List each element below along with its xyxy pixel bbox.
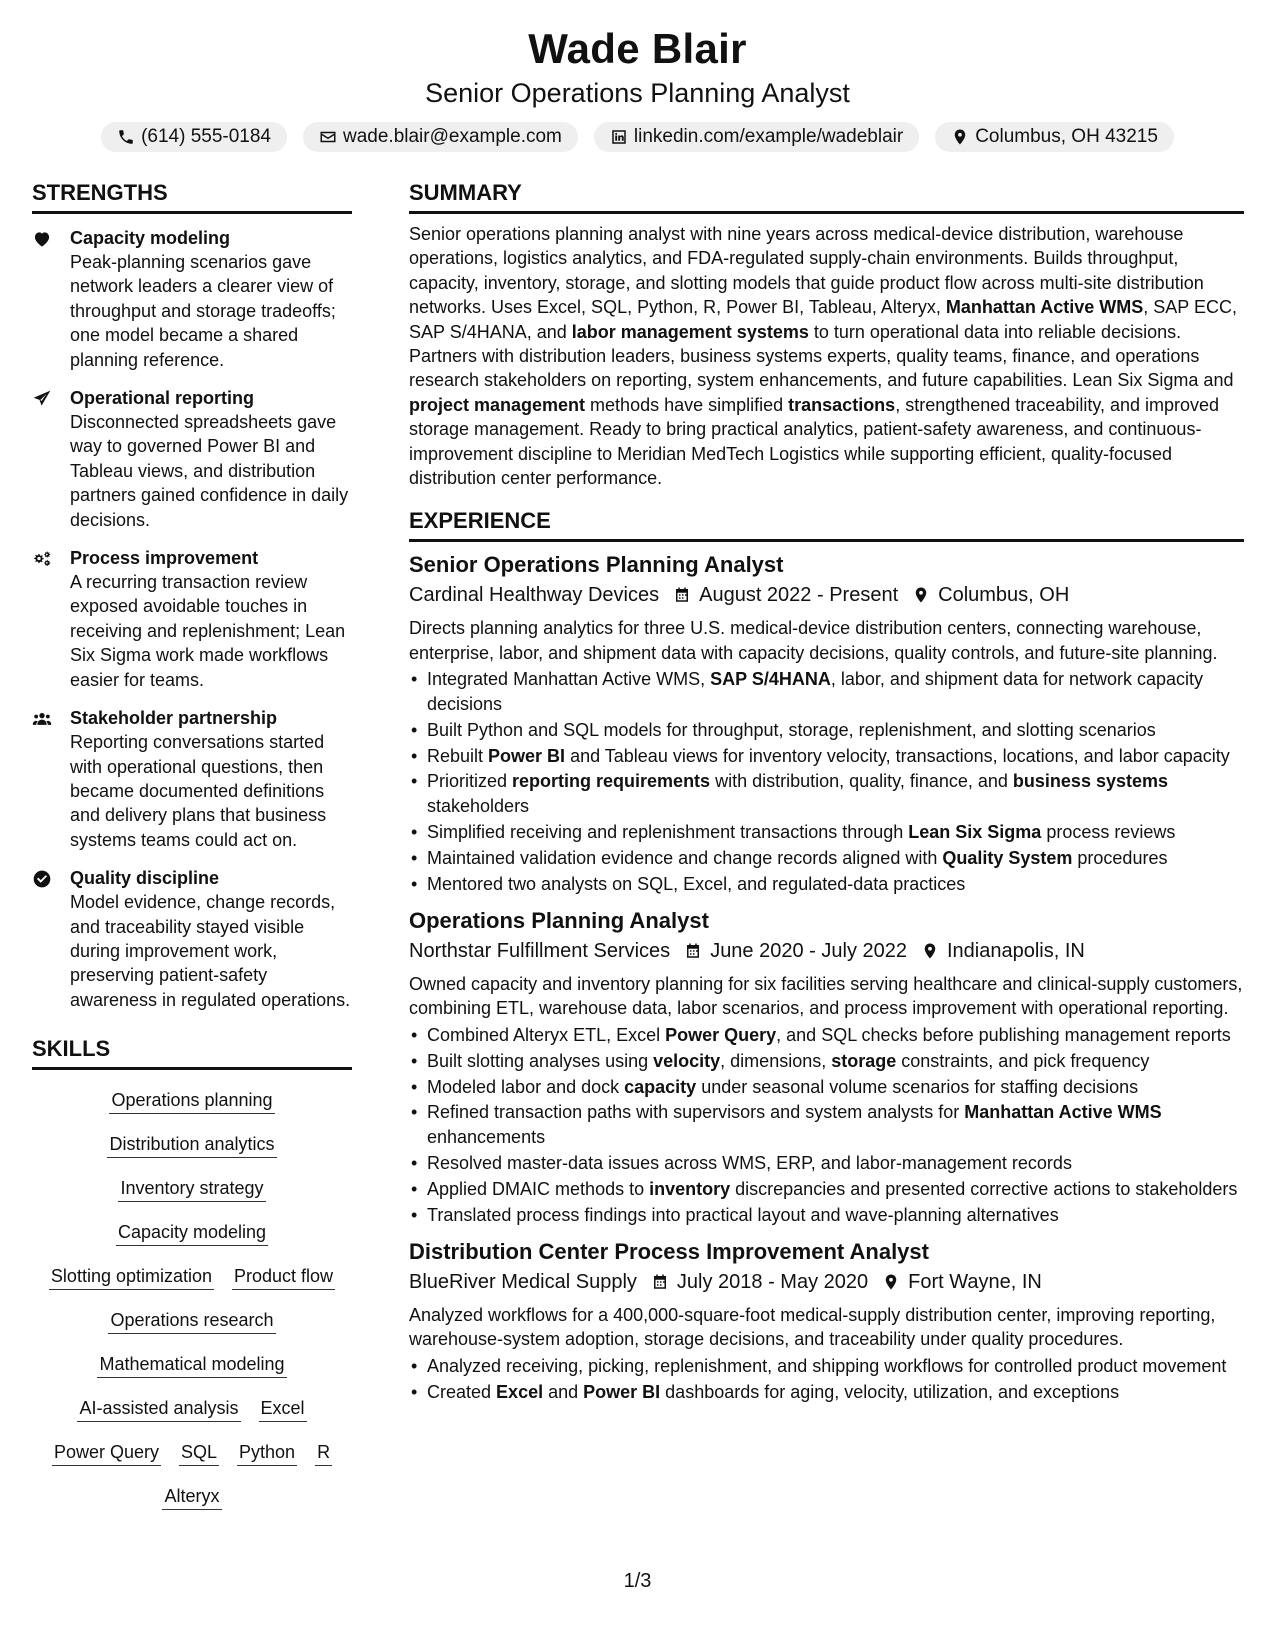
strength-description: Model evidence, change records, and traceability stayed visible during improvement work, preserving patient-safety awareness in regulated operations. xyxy=(70,892,351,1010)
strength-description: Peak-planning scenarios gave network leaders a clearer view of throughput and storage tradeoffs; one model became a shared planning reference. xyxy=(70,252,336,370)
gears-icon xyxy=(32,549,52,569)
skill-tag: Operations planning xyxy=(109,1087,274,1114)
job-bullets xyxy=(409,1354,1244,1404)
job-location: Columbus, OH xyxy=(938,584,1070,607)
emphasis-text: SAP S/4HANA xyxy=(710,669,831,690)
strength-item xyxy=(32,386,352,532)
job-bullet xyxy=(427,1380,1244,1404)
text-run: , strengthened traceability, and improved storage management. Ready to bring practical analytics, patient-safety awareness, and continuous-improvement discipline to Meridian MedTech Logistics while supporting efficient, quality-focused distribution center performance. xyxy=(409,394,1220,489)
job-bullet xyxy=(427,769,1244,818)
job-bullet xyxy=(427,846,1244,870)
strength-description: A recurring transaction review exposed avoidable touches in receiving and replenishment; Lean Six Sigma work made workflows easier for teams. xyxy=(70,572,346,690)
text-run: Applied DMAIC methods to xyxy=(427,1178,650,1199)
job-bullet xyxy=(427,1203,1244,1227)
job-bullet xyxy=(427,1177,1244,1201)
skill-tag: Capacity modeling xyxy=(116,1219,268,1246)
emphasis-text: Power BI xyxy=(583,1381,661,1402)
skill-tag: Operations research xyxy=(108,1307,275,1334)
contact-linkedin[interactable] xyxy=(594,122,919,152)
emphasis-text: Manhattan Active WMS xyxy=(945,297,1144,318)
map-pin-icon xyxy=(882,1273,900,1291)
skill-tag: AI-assisted analysis xyxy=(77,1395,240,1422)
job-bullets xyxy=(409,1023,1244,1227)
text-run: methods have simplified xyxy=(585,394,789,415)
skill-tag: Mathematical modeling xyxy=(97,1351,286,1378)
contact-email[interactable] xyxy=(303,122,578,152)
job-company: Northstar Fulfillment Services xyxy=(409,939,671,962)
emphasis-text: Lean Six Sigma xyxy=(908,821,1042,842)
contact-phone[interactable] xyxy=(101,122,287,152)
job-description: Directs planning analytics for three U.S. medical-device distribution centers, connecting warehouse, enterprise, labor, and shipment data with capacity decisions, quality controls, and future-site planning. xyxy=(409,618,1218,663)
text-run: Analyzed receiving, picking, replenishment, and shipping workflows for controlled product movement xyxy=(427,1355,1227,1376)
skill-tag: Excel xyxy=(259,1395,307,1422)
emphasis-text: Excel xyxy=(496,1381,544,1402)
check-circle-icon xyxy=(32,869,52,889)
candidate-name: Wade Blair xyxy=(528,25,747,72)
skill-tag: Alteryx xyxy=(162,1483,221,1510)
job-meta xyxy=(409,580,1244,610)
job-dates: June 2020 - July 2022 xyxy=(710,939,907,962)
emphasis-text: storage xyxy=(831,1050,897,1071)
contact-bar xyxy=(0,122,1275,152)
emphasis-text: velocity xyxy=(653,1050,721,1071)
contact-location xyxy=(935,122,1174,152)
text-run: procedures xyxy=(1072,847,1168,868)
calendar-icon xyxy=(673,586,691,604)
calendar-icon xyxy=(651,1273,669,1291)
skills-heading: SKILLS xyxy=(32,1034,352,1070)
skill-tag: Slotting optimization xyxy=(49,1263,214,1290)
text-run: Maintained validation evidence and change records aligned with xyxy=(427,847,943,868)
text-run: Translated process findings into practical layout and wave-planning alternatives xyxy=(427,1204,1059,1225)
job-title: Senior Operations Planning Analyst xyxy=(409,552,784,578)
left-column xyxy=(32,178,352,1518)
strength-description: Disconnected spreadsheets gave way to governed Power BI and Tableau views, and distribution partners gained confidence in daily decisions. xyxy=(70,412,349,530)
text-run: and Tableau views for inventory velocity, transactions, locations, and labor capacity xyxy=(565,745,1230,766)
text-run: Refined transaction paths with supervisors and system analysts for xyxy=(427,1102,965,1123)
emphasis-text: transactions xyxy=(788,394,896,415)
users-icon xyxy=(32,709,52,729)
text-run: under seasonal volume scenarios for staffing decisions xyxy=(696,1076,1139,1097)
job-bullet xyxy=(427,820,1244,844)
emphasis-text: Power BI xyxy=(488,745,566,766)
page-number: 1/3 xyxy=(623,1570,652,1592)
job-bullet xyxy=(427,667,1244,716)
text-run: enhancements xyxy=(427,1126,546,1147)
skill-tag: Distribution analytics xyxy=(107,1131,276,1158)
resume-header xyxy=(0,22,1275,152)
strength-title: Process improvement xyxy=(70,548,259,569)
strength-item xyxy=(32,546,352,692)
text-run: Prioritized xyxy=(427,771,513,792)
text-run: dashboards for aging, velocity, utilization, and exceptions xyxy=(660,1381,1120,1402)
job-bullet xyxy=(427,872,1244,896)
job-bullet xyxy=(427,1354,1244,1378)
text-run: , dimensions, xyxy=(720,1050,832,1071)
strength-title: Quality discipline xyxy=(70,868,220,889)
job-description: Owned capacity and inventory planning for six facilities serving healthcare and clinical-supply customers, combining ETL, warehouse data, labor scenarios, and process improvement with operational reporting. xyxy=(409,973,1243,1019)
strength-title: Capacity modeling xyxy=(70,228,231,248)
skill-tag: SQL xyxy=(179,1439,219,1466)
emphasis-text: reporting requirements xyxy=(512,771,711,792)
skill-tag: Inventory strategy xyxy=(118,1175,265,1202)
envelope-icon xyxy=(319,128,337,146)
strength-description: Reporting conversations started with operational questions, then became documented definitions and delivery plans that business systems teams could act on. xyxy=(70,732,327,850)
experience-heading: EXPERIENCE xyxy=(409,506,1244,542)
emphasis-text: inventory xyxy=(649,1178,731,1199)
skill-tag: R xyxy=(315,1439,332,1466)
text-run: Created xyxy=(427,1381,497,1402)
linkedin-icon xyxy=(610,128,628,146)
text-run: Built Python and SQL models for throughput, storage, replenishment, and slotting scenarios xyxy=(427,719,1156,740)
paper-plane-icon xyxy=(32,389,52,409)
map-pin-icon xyxy=(912,586,930,604)
text-run: Combined Alteryx ETL, Excel xyxy=(427,1024,666,1045)
job-company: BlueRiver Medical Supply xyxy=(409,1271,637,1293)
emphasis-text: business systems xyxy=(1012,771,1169,792)
skill-tag: Python xyxy=(237,1439,297,1466)
heart-icon xyxy=(32,229,52,249)
calendar-icon xyxy=(684,942,702,960)
emphasis-text: Power Query xyxy=(665,1024,777,1045)
job-meta xyxy=(409,936,1244,966)
text-run: and xyxy=(543,1381,584,1402)
job-entry xyxy=(409,906,1244,1227)
text-run: , labor, and shipment data for network capacity decisions xyxy=(427,669,1204,714)
text-run: with distribution, quality, finance, and xyxy=(710,771,1013,792)
job-bullet xyxy=(427,718,1244,742)
job-bullet xyxy=(427,1023,1244,1047)
text-run: Mentored two analysts on SQL, Excel, and regulated-data practices xyxy=(427,873,966,894)
job-dates: July 2018 - May 2020 xyxy=(676,1271,869,1293)
contact-phone-text: (614) 555-0184 xyxy=(141,126,271,147)
contact-linkedin-text: linkedin.com/example/wadeblair xyxy=(633,126,904,147)
skill-tag: Product flow xyxy=(232,1263,335,1290)
job-company: Cardinal Healthway Devices xyxy=(409,584,660,607)
job-description: Analyzed workflows for a 400,000-square-foot medical-supply distribution center, improving reporting, warehouse-system adoption, storage decisions, and traceability under quality procedures. xyxy=(409,1305,1216,1350)
text-run: discrepancies and presented corrective actions to stakeholders xyxy=(730,1178,1238,1199)
text-run: Rebuilt xyxy=(427,745,489,766)
job-title: Distribution Center Process Improvement Analyst xyxy=(409,1239,929,1264)
strengths-heading: STRENGTHS xyxy=(32,178,352,214)
job-bullet xyxy=(427,744,1244,768)
text-run: Simplified receiving and replenishment transactions through xyxy=(427,821,909,842)
summary-heading: SUMMARY xyxy=(409,178,1244,214)
job-title: Operations Planning Analyst xyxy=(409,907,709,933)
job-bullet xyxy=(427,1075,1244,1099)
emphasis-text: labor management systems xyxy=(571,321,809,342)
emphasis-text: Quality System xyxy=(942,847,1073,868)
text-run: stakeholders xyxy=(427,795,530,816)
text-run: Resolved master-data issues across WMS, ERP, and labor-management records xyxy=(427,1152,1072,1173)
strength-item xyxy=(32,226,352,372)
job-bullets xyxy=(409,667,1244,896)
skill-tag: Power Query xyxy=(52,1439,161,1466)
job-entry xyxy=(409,1237,1244,1404)
text-run: Built slotting analyses using xyxy=(427,1050,654,1071)
text-run: process reviews xyxy=(1041,821,1176,842)
emphasis-text: Manhattan Active WMS xyxy=(964,1102,1162,1123)
job-bullet xyxy=(427,1100,1244,1149)
emphasis-text: project management xyxy=(409,394,586,415)
job-location: Fort Wayne, IN xyxy=(908,1271,1042,1293)
job-bullet xyxy=(427,1049,1244,1073)
emphasis-text: capacity xyxy=(624,1076,697,1097)
job-meta xyxy=(409,1267,1244,1297)
text-run: , SAP ECC, SAP S/4HANA, and xyxy=(409,297,1237,342)
job-location: Indianapolis, IN xyxy=(947,939,1085,962)
text-run: Integrated Manhattan Active WMS, xyxy=(427,669,711,690)
text-run: to turn operational data into reliable decisions. Partners with distribution leaders, business systems experts, quality teams, finance, and operations research stakeholders on reporting, system enhancements, and future capabilities. Lean Six Sigma and xyxy=(409,321,1234,391)
strength-title: Stakeholder partnership xyxy=(70,708,278,729)
text-run: Senior operations planning analyst with nine years across medical-device distribution, warehouse operations, logistics analytics, and FDA-regulated supply-chain environments. Builds throughput, capacity, inventory, storage, and slotting models that guide product flow across multi-site distribution networks. Uses Excel, SQL, Python, R, Power BI, Tableau, Alteryx, xyxy=(409,224,1204,318)
strength-item xyxy=(32,706,352,852)
candidate-headline: Senior Operations Planning Analyst xyxy=(425,78,850,108)
text-run: constraints, and pick frequency xyxy=(896,1050,1150,1071)
skills-list xyxy=(32,1078,352,1518)
job-dates: August 2022 - Present xyxy=(699,584,899,607)
strengths-list xyxy=(32,226,352,1012)
strength-title: Operational reporting xyxy=(70,388,255,409)
map-pin-icon xyxy=(951,128,969,146)
summary-text xyxy=(409,222,1244,490)
strength-item xyxy=(32,866,352,1012)
text-run: Modeled labor and dock xyxy=(427,1076,625,1097)
map-pin-icon xyxy=(921,942,939,960)
contact-location-text: Columbus, OH 43215 xyxy=(975,126,1158,147)
text-run: , and SQL checks before publishing management reports xyxy=(776,1024,1231,1045)
job-bullet xyxy=(427,1151,1244,1175)
job-entry xyxy=(409,550,1244,895)
right-column xyxy=(409,178,1244,1414)
contact-email-text: wade.blair@example.com xyxy=(343,126,562,147)
phone-icon xyxy=(117,128,135,146)
